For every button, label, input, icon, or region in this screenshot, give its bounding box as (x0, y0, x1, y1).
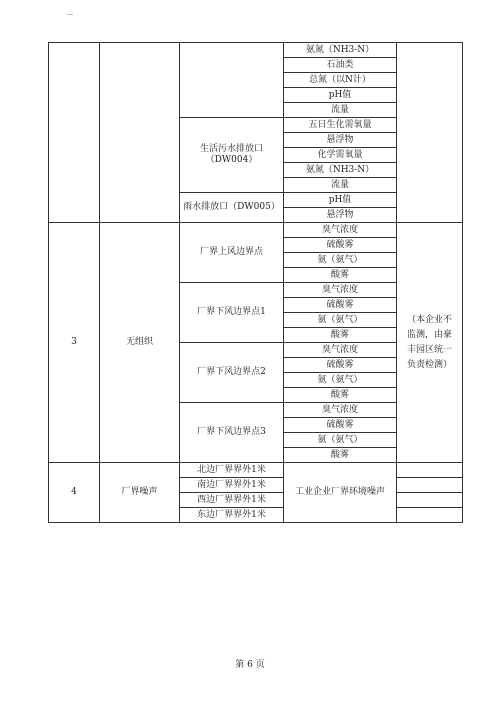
item-type: 无组织 (100, 223, 180, 463)
empty-cell (49, 43, 100, 223)
outfall-dw004-code: （DW004） (205, 155, 258, 165)
monitoring-note-text: （本企业不监测，由豪丰园区统一负责检测） (406, 314, 452, 370)
factor-cell: 五日生化需氧量 (284, 118, 397, 133)
factor-cell: 酸雾 (284, 268, 397, 283)
point-name: 厂界下风边界点1 (180, 283, 284, 343)
factor-cell: 总氮（以N计） (284, 73, 397, 88)
factor-cell: 悬浮物 (284, 208, 397, 223)
empty-cell (397, 493, 463, 508)
outfall-dw005: 雨水排放口（DW005） (180, 193, 284, 223)
point-name: 南边厂界界外1米 (180, 478, 284, 493)
factor-cell: 化学需氧量 (284, 148, 397, 163)
factor-cell: 流量 (284, 178, 397, 193)
empty-cell (397, 478, 463, 493)
empty-cell (397, 463, 463, 478)
factor-cell: pH值 (284, 193, 397, 208)
noise-standard: 工业企业厂界环境噪声 (284, 463, 397, 523)
factor-cell: 悬浮物 (284, 133, 397, 148)
monitoring-table (48, 42, 463, 523)
point-name: 东边厂界界外1米 (180, 508, 284, 523)
point-name: 西边厂界界外1米 (180, 493, 284, 508)
factor-cell: 酸雾 (284, 328, 397, 343)
factor-cell: 硫酸雾 (284, 358, 397, 373)
factor-cell: 流量 (284, 103, 397, 118)
factor-cell: 硫酸雾 (284, 298, 397, 313)
empty-cell (180, 43, 284, 118)
factor-cell: 氨（氨气） (284, 373, 397, 388)
monitoring-note (397, 223, 463, 463)
table-row (49, 223, 463, 238)
empty-cell (100, 43, 180, 223)
factor-cell: 臭气浓度 (284, 283, 397, 298)
factor-cell: 氨（氨气） (284, 253, 397, 268)
factor-cell: 臭气浓度 (284, 223, 397, 238)
item-type: 厂界噪声 (100, 463, 180, 523)
factor-cell: 硫酸雾 (284, 238, 397, 253)
factor-cell: 石油类 (284, 58, 397, 73)
factor-cell: 臭气浓度 (284, 343, 397, 358)
factor-cell: 氨氮（NH3-N） (284, 163, 397, 178)
factor-cell: pH值 (284, 88, 397, 103)
empty-cell (397, 508, 463, 523)
scan-mark (67, 14, 73, 15)
factor-cell: 臭气浓度 (284, 403, 397, 418)
item-number: 4 (49, 463, 100, 523)
page-number: 第 6 页 (235, 660, 265, 670)
factor-cell: 酸雾 (284, 448, 397, 463)
table-row (49, 463, 463, 478)
outfall-dw004-name: 生活污水排放口 (199, 144, 263, 154)
factor-cell: 氨（氨气） (284, 313, 397, 328)
factor-cell: 氨（氨气） (284, 433, 397, 448)
point-name: 厂界下风边界点3 (180, 403, 284, 463)
factor-cell: 氨氮（NH3-N） (284, 43, 397, 58)
factor-cell: 酸雾 (284, 388, 397, 403)
point-name: 厂界下风边界点2 (180, 343, 284, 403)
point-name: 厂界上风边界点 (180, 223, 284, 283)
factor-cell: 硫酸雾 (284, 418, 397, 433)
outfall-dw004 (180, 118, 284, 193)
empty-cell (397, 43, 463, 223)
point-name: 北边厂界界外1米 (180, 463, 284, 478)
item-number: 3 (49, 223, 100, 463)
table-row (49, 43, 463, 58)
